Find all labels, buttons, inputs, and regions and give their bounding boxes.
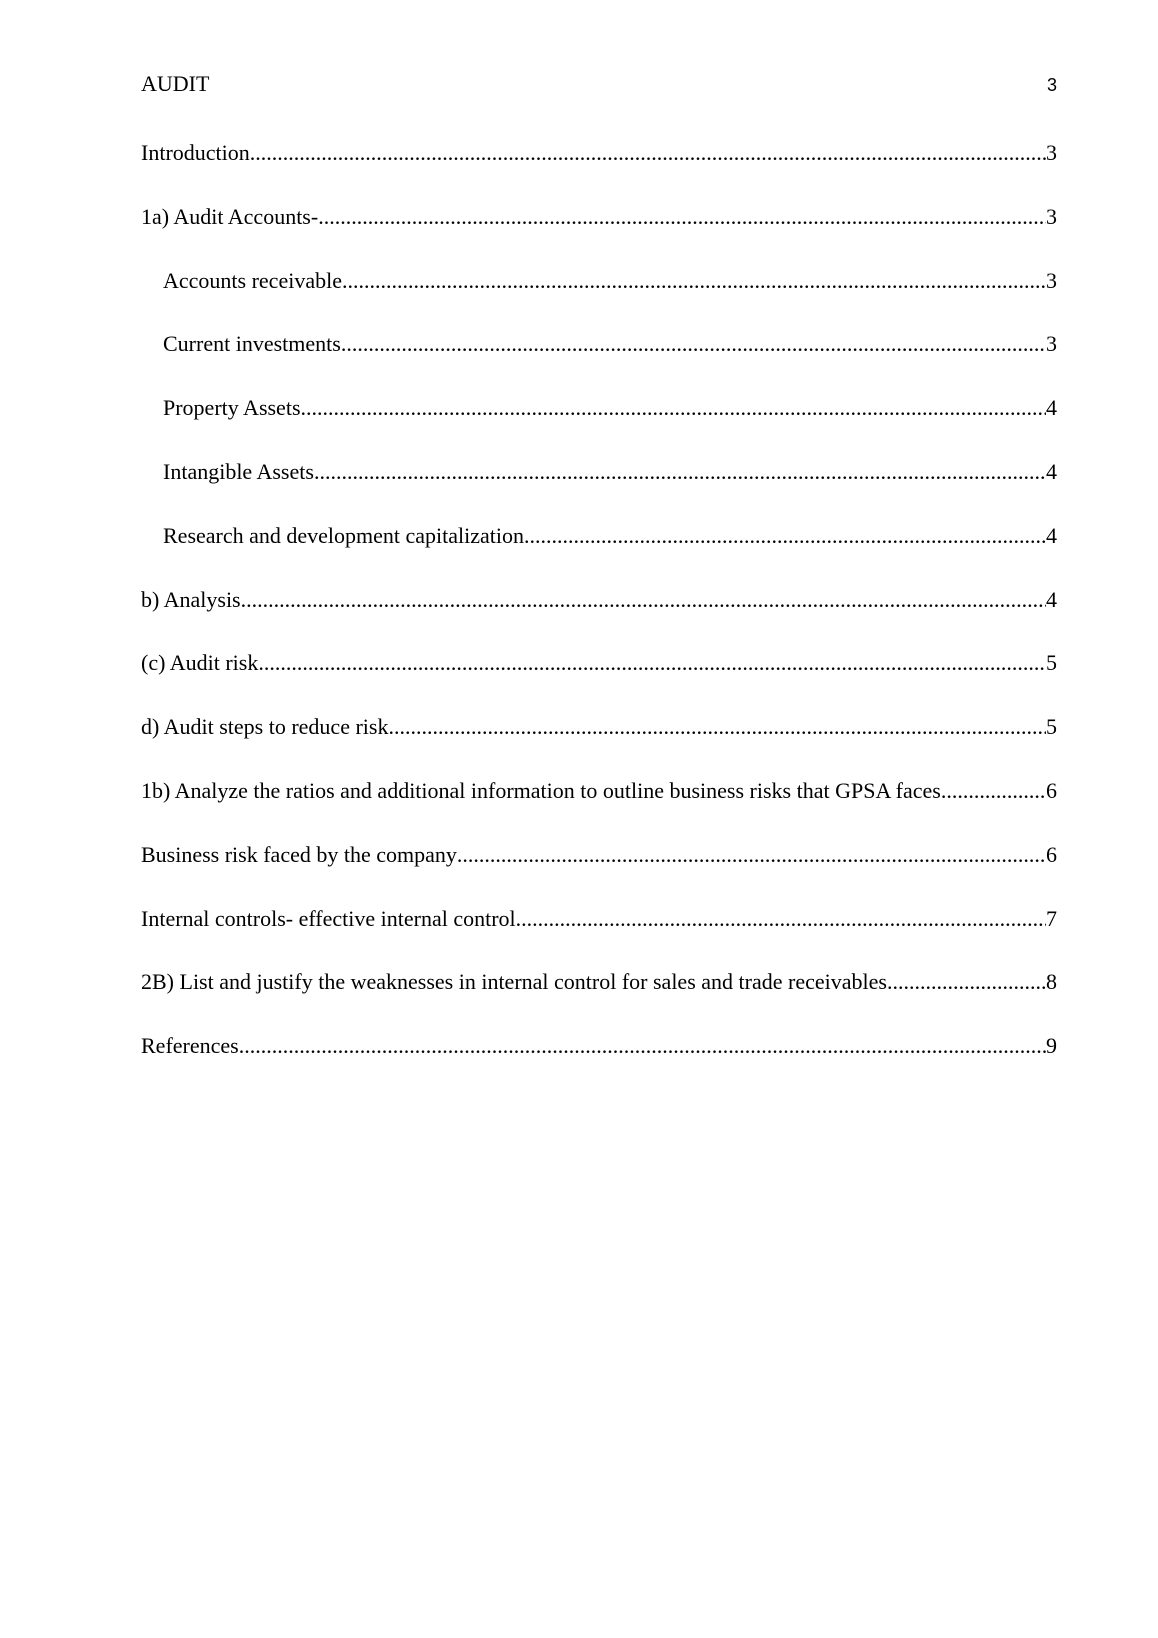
toc-entry-analysis[interactable] <box>141 586 1057 650</box>
toc-entry-weaknesses[interactable] <box>141 968 1057 1032</box>
toc-entry-page: 3 <box>1046 267 1057 293</box>
toc-dot-leader <box>241 586 1046 614</box>
toc-entry-page: 5 <box>1046 714 1057 740</box>
toc-entry-page: 4 <box>1046 395 1057 421</box>
toc-entry-page: 3 <box>1046 140 1057 165</box>
toc-entry-business-risk[interactable] <box>141 841 1057 905</box>
toc-entry-title: (c) Audit risk <box>141 650 259 676</box>
toc-dot-leader <box>457 841 1046 869</box>
toc-dot-leader <box>258 649 1046 677</box>
toc-entry-page: 3 <box>1046 331 1057 357</box>
toc-entry-page: 3 <box>1046 203 1057 229</box>
toc-entry-audit-accounts[interactable] <box>141 203 1057 267</box>
toc-dot-leader <box>342 267 1046 295</box>
toc-entry-audit-steps[interactable] <box>141 713 1057 777</box>
toc-entry-title: 1a) Audit Accounts- <box>141 203 319 229</box>
toc-dot-leader <box>524 522 1046 550</box>
toc-entry-accounts-receivable[interactable] <box>141 267 1057 331</box>
toc-dot-leader <box>314 458 1046 486</box>
toc-dot-leader <box>941 777 1046 805</box>
toc-entry-title: Current investments <box>163 331 341 357</box>
toc-entry-title: Introduction <box>141 140 250 165</box>
toc-entry-title: References <box>141 1033 239 1059</box>
toc-entry-title: Internal controls- effective internal control <box>141 905 516 931</box>
table-of-contents <box>141 139 1057 1096</box>
toc-entry-intangible-assets[interactable] <box>141 458 1057 522</box>
toc-entry-current-investments[interactable] <box>141 330 1057 394</box>
toc-entry-internal-controls[interactable] <box>141 905 1057 969</box>
toc-dot-leader <box>341 330 1046 358</box>
toc-entry-title: Intangible Assets <box>163 458 314 484</box>
page-header <box>141 70 1057 100</box>
page-number: 3 <box>1046 75 1057 95</box>
toc-entry-title: Research and development capitalization <box>163 522 525 548</box>
toc-entry-page: 4 <box>1046 522 1057 548</box>
toc-entry-page: 4 <box>1046 458 1057 484</box>
toc-entry-page: 6 <box>1046 841 1057 867</box>
toc-entry-page: 8 <box>1046 969 1057 995</box>
toc-entry-page: 6 <box>1046 777 1057 803</box>
toc-entry-page: 7 <box>1046 905 1057 931</box>
toc-entry-title: 2B) List and justify the weaknesses in internal control for sales and trade receivables <box>141 969 887 995</box>
toc-entry-title: Property Assets <box>163 395 301 421</box>
toc-entry-property-assets[interactable] <box>141 394 1057 458</box>
toc-entry-introduction[interactable] <box>141 139 1057 203</box>
toc-entry-analyze-ratios[interactable] <box>141 777 1057 841</box>
toc-entry-title: b) Analysis <box>141 586 241 612</box>
toc-dot-leader <box>301 394 1047 422</box>
toc-entry-title: Accounts receivable <box>163 267 342 293</box>
toc-entry-audit-risk[interactable] <box>141 649 1057 713</box>
toc-dot-leader <box>887 968 1046 996</box>
toc-entry-references[interactable] <box>141 1032 1057 1096</box>
running-head: AUDIT <box>141 71 210 96</box>
toc-dot-leader <box>250 139 1046 167</box>
toc-entry-page: 9 <box>1046 1033 1057 1059</box>
toc-dot-leader <box>516 905 1046 933</box>
toc-entry-title: d) Audit steps to reduce risk <box>141 714 389 740</box>
toc-entry-title: 1b) Analyze the ratios and additional information to outline business risks that GPSA faces <box>141 777 941 803</box>
toc-entry-research-development[interactable] <box>141 522 1057 586</box>
toc-entry-title: Business risk faced by the company <box>141 841 457 867</box>
toc-entry-page: 5 <box>1046 650 1057 676</box>
toc-dot-leader <box>318 203 1046 231</box>
toc-dot-leader <box>239 1032 1046 1060</box>
toc-dot-leader <box>388 713 1046 741</box>
toc-entry-page: 4 <box>1046 586 1057 612</box>
